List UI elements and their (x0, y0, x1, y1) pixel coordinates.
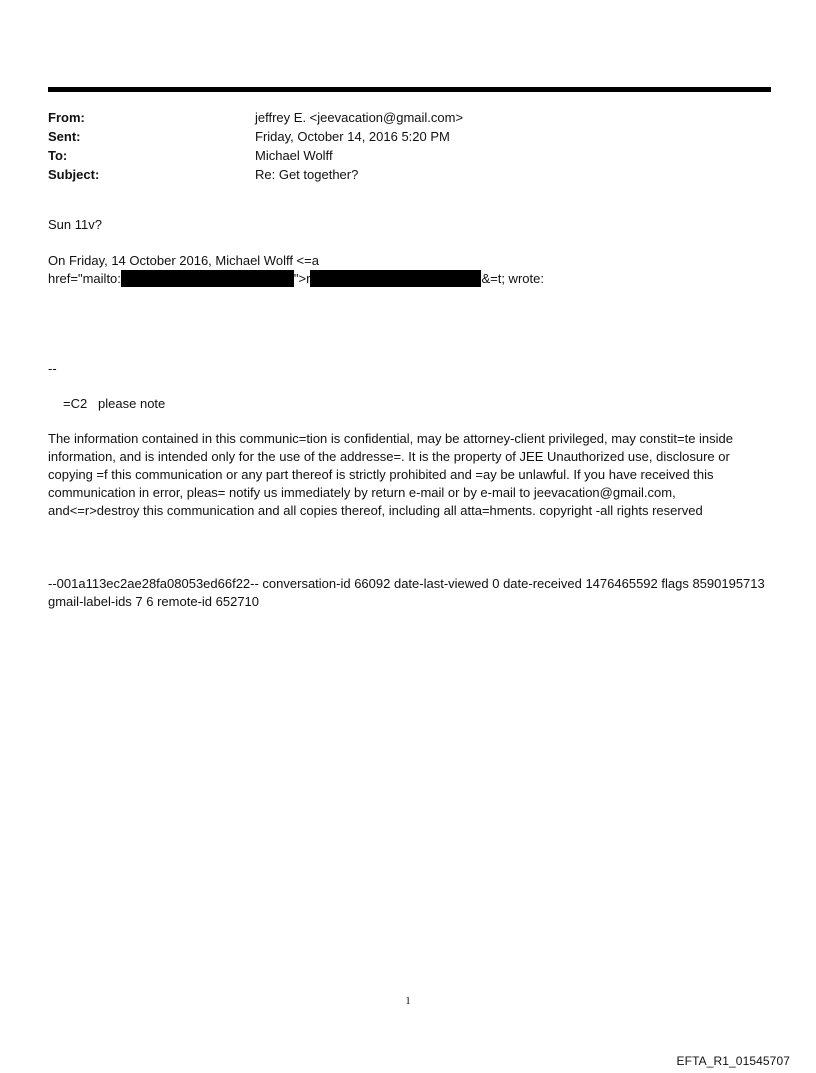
to-label: To: (48, 148, 68, 163)
to-row (48, 146, 768, 165)
quote-line-2 (48, 270, 770, 288)
metadata-text: --001a113ec2ae28fa08053ed66f22-- conversation-id 66092 date-last-viewed 0 date-received 1476465592 flags 8590195713 gmail-label-ids 7 6 remote-id 652710 (48, 576, 769, 609)
sent-label: Sent: (48, 129, 81, 144)
note-line: =C2 please note (63, 396, 166, 411)
quote-header (48, 252, 770, 288)
metadata-block (48, 575, 770, 611)
note-block (63, 395, 785, 413)
quote-tag-text: ">r (293, 271, 311, 286)
redaction-box-2 (310, 270, 481, 287)
signature-separator (48, 360, 770, 378)
to-value: Michael Wolff (255, 148, 333, 163)
disclaimer-text: The information contained in this communic=tion is confidential, may be attorney-client privileged, may constit=te inside information, and is intended only for the use of the addresse=. It is the property of JEE Unauthorized use, disclosure or copying =f this communication or any part thereof is strictly prohibited and =ay be unlawful. If you have received this communication in error, pleas= notify us immediately by return e-mail or by e-mail to jeevacation@gmail.com, and<=r>destroy this communication and all copies thereof, including all atta=hments. copyright -all rights reserved (48, 431, 737, 518)
bates-number: EFTA_R1_01545707 (676, 1054, 790, 1068)
header-rule (48, 87, 771, 92)
quote-line-1: On Friday, 14 October 2016, Michael Wolff <=a (48, 253, 319, 268)
quote-wrote-text: &=t; wrote: (481, 271, 544, 286)
reply-text (48, 216, 770, 234)
subject-row (48, 165, 768, 184)
from-row (48, 108, 768, 127)
separator-line: -- (48, 361, 57, 376)
from-label: From: (48, 110, 85, 125)
sent-value: Friday, October 14, 2016 5:20 PM (255, 129, 450, 144)
redaction-box-1 (121, 270, 294, 287)
quote-href-text: href="mailto: (48, 271, 121, 286)
page-number: 1 (405, 995, 411, 1007)
email-header (48, 108, 768, 184)
from-value: jeffrey E. <jeevacation@gmail.com> (255, 110, 464, 125)
reply-line: Sun 11v? (48, 217, 102, 232)
subject-label: Subject: (48, 167, 100, 182)
sent-row (48, 127, 768, 146)
subject-value: Re: Get together? (255, 167, 359, 182)
disclaimer-block (48, 430, 770, 520)
